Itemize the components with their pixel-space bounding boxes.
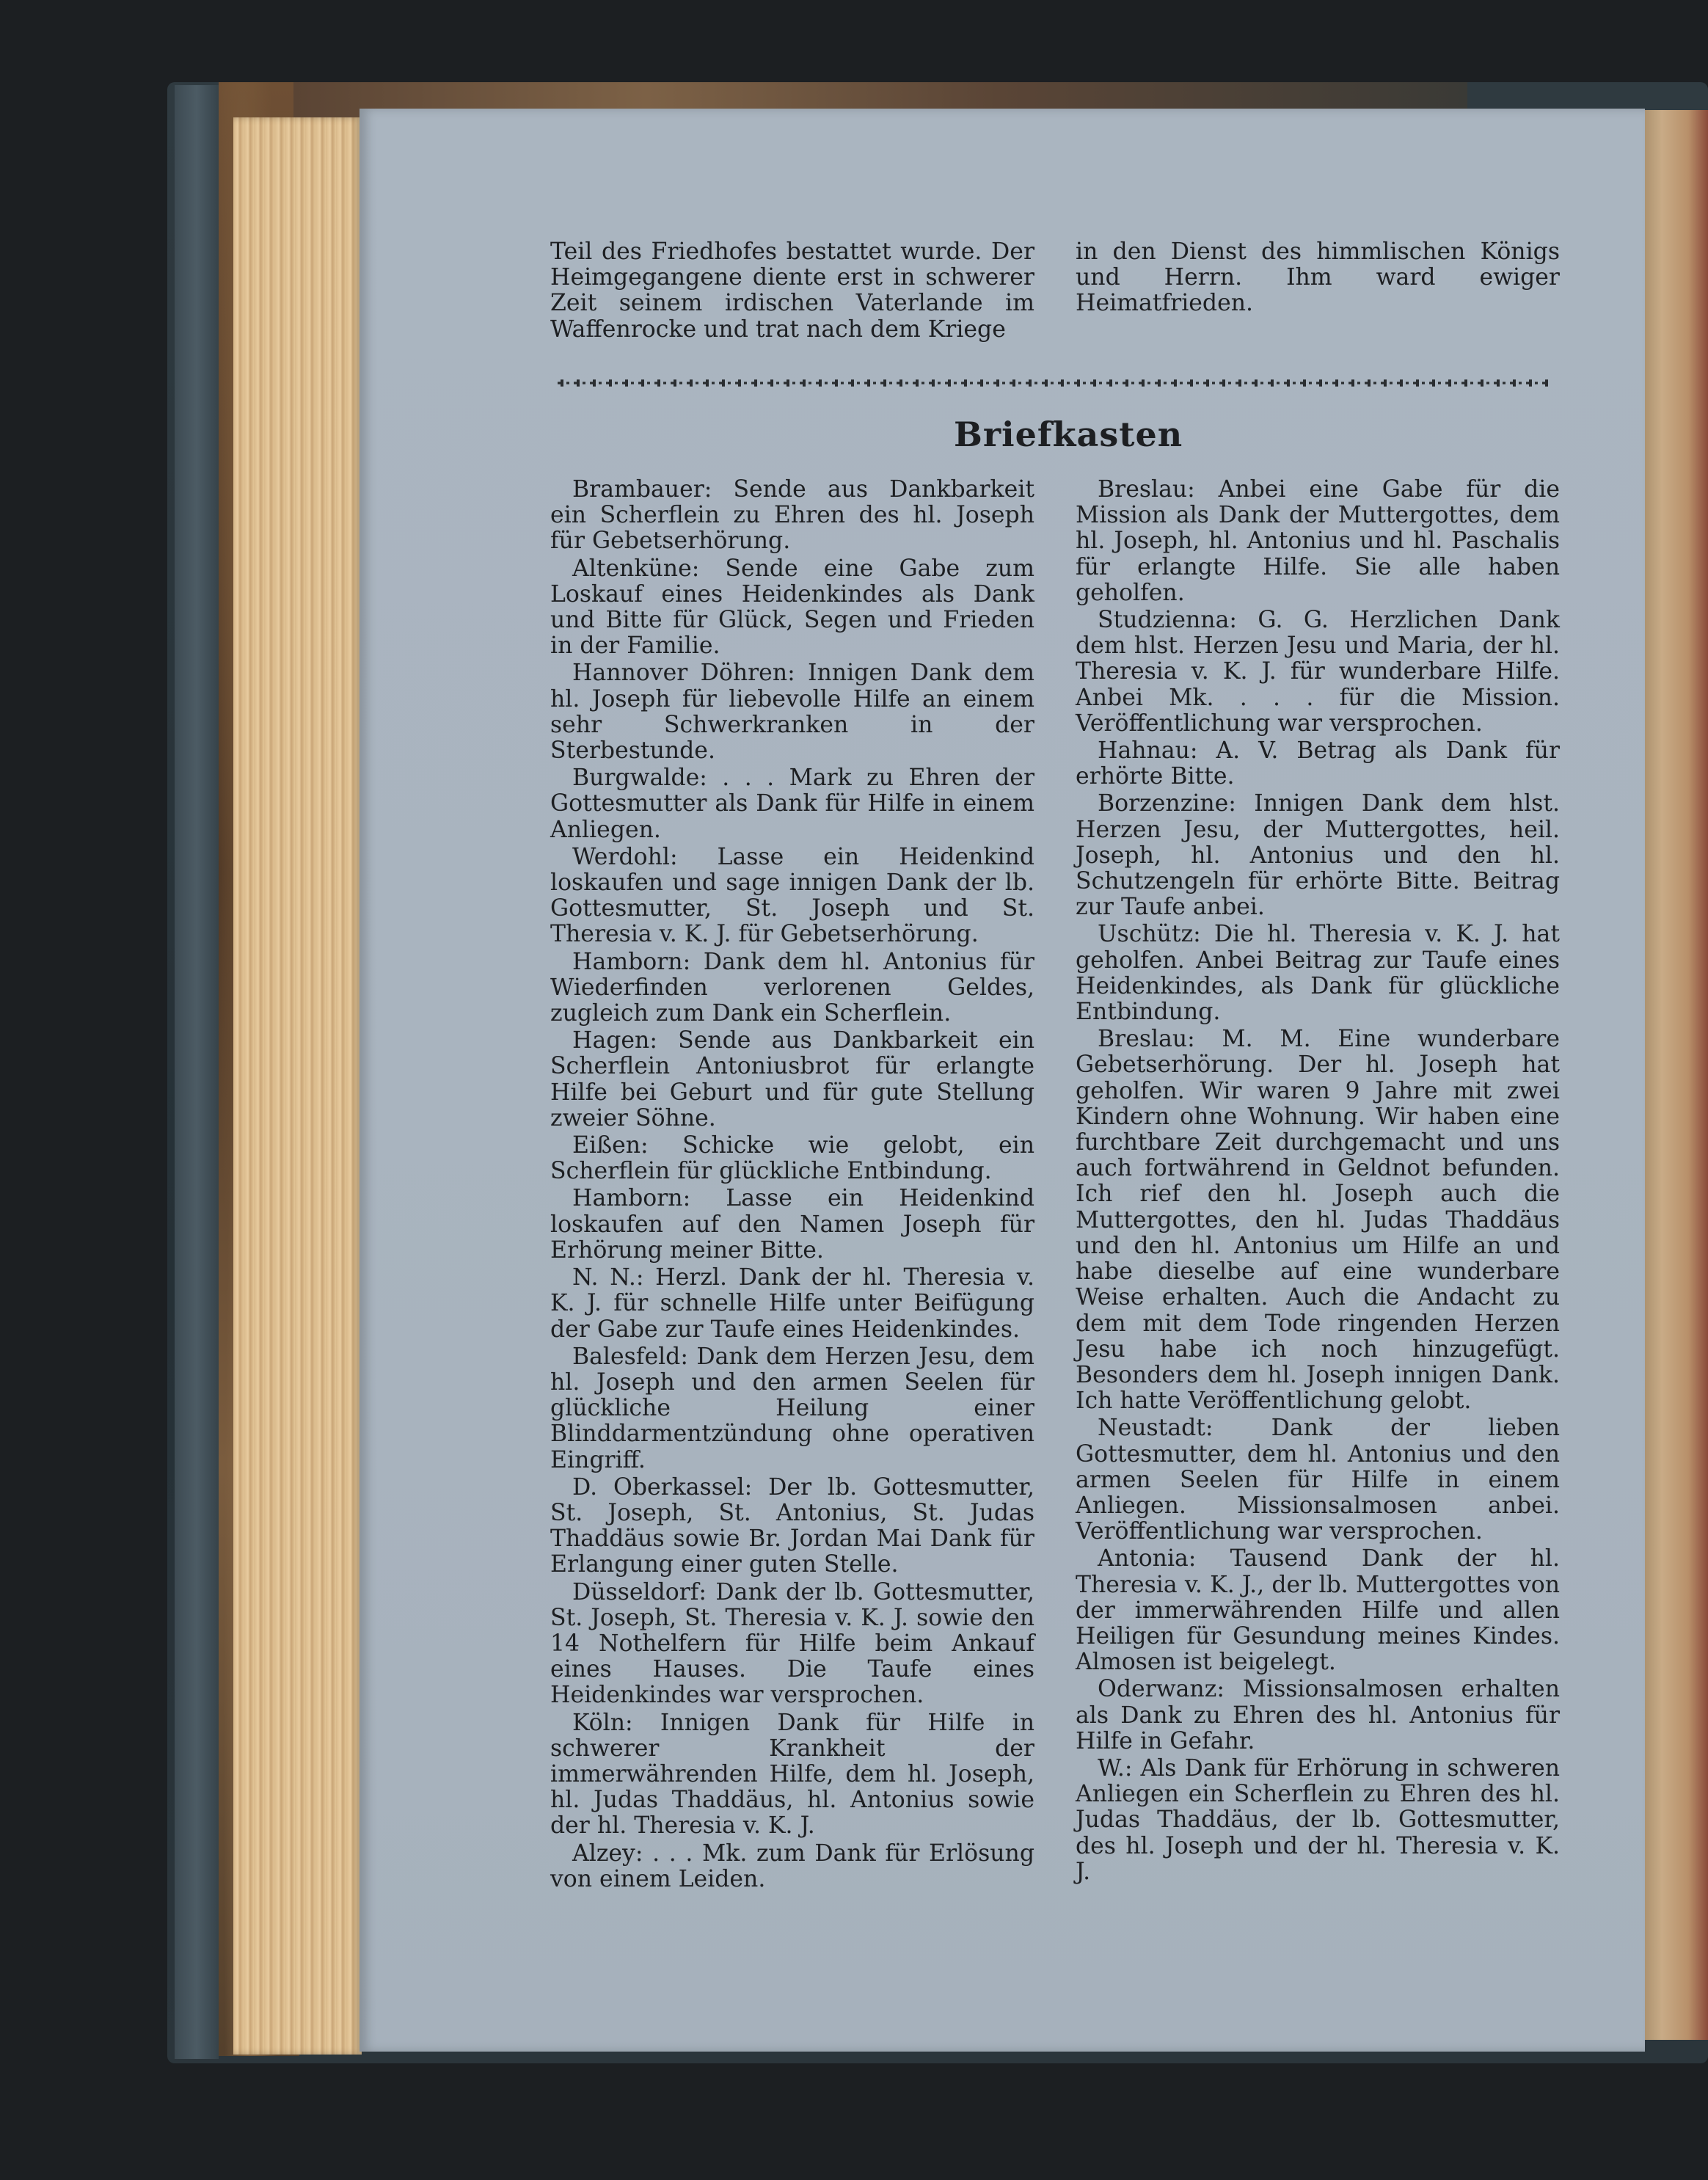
letter-entry: Werdohl: Lasse ein Heidenkind loskaufen und sage innigen Dank der lb. Gottesmutter, St. Joseph und St. Theresia v. K. J. für Gebetserhörung. <box>550 843 1034 948</box>
letter-entry: Hahnau: A. V. Betrag als Dank für erhörte Bitte. <box>1076 737 1560 790</box>
letter-entry: Neustadt: Dank der lieben Gottesmutter, dem hl. Antonius und den armen Seelen für Hilfe in einem Anliegen. Missionsalmosen anbei. Veröffentlichung war versprochen. <box>1076 1415 1560 1545</box>
letter-entry: Hamborn: Lasse ein Heidenkind loskaufen auf den Namen Joseph für Erhörung meiner Bitte. <box>550 1185 1034 1264</box>
letter-entry: Burgwalde: . . . Mark zu Ehren der Gottesmutter als Dank für Hilfe in einem Anliegen. <box>550 765 1034 843</box>
letter-entry: Breslau: M. M. Eine wunderbare Gebetserhörung. Der hl. Joseph hat geholfen. Wir waren 9 Jahre mit zwei Kindern ohne Wohnung. Wir haben eine furchtbare Zeit durchgemacht und uns auch fortwährend in Geldnot befunden. Ich rief den hl. Joseph auch die Muttergottes, den hl. Judas Thaddäus und den hl. Antonius um Hilfe an und habe dieselbe auf eine wunderbare Weise erhalten. Auch die Andacht zu dem mit dem Tode ringenden Herzen Jesu habe ich noch hinzugefügt. Besonders dem hl. Joseph innigen Dank. Ich hatte Veröffentlichung gelobt. <box>1076 1026 1560 1415</box>
right-column <box>1076 477 1560 1886</box>
top-left-paragraph: Teil des Friedhofes bestattet wurde. Der Heimgegangene diente erst in schwerer Zeit seinem irdischen Vaterlande im Waffenrocke und trat nach dem Kriege <box>550 238 1034 343</box>
letter-entry: Uschütz: Die hl. Theresia v. K. J. hat geholfen. Anbei Beitrag zur Taufe eines Heidenkindes, als Dank für glückliche Entbindung. <box>1076 921 1560 1026</box>
letter-entry: D. Oberkassel: Der lb. Gottesmutter, St. Joseph, St. Antonius, St. Judas Thaddäus sowie Br. Jordan Mai Dank für Erlangung einer guten Stelle. <box>550 1473 1034 1578</box>
letter-entry: Studzienna: G. G. Herzlichen Dank dem hlst. Herzen Jesu und Maria, der hl. Theresia v. K. J. für wunderbare Hilfe. Anbei Mk. . . . für die Mission. Veröffentlichung war versprochen. <box>1076 607 1560 737</box>
letter-entry: Düsseldorf: Dank der lb. Gottesmutter, St. Joseph, St. Theresia v. K. J. sowie den 14 Nothelfern für Hilfe beim Ankauf eines Hauses. Die Taufe eines Heidenkindes war versprochen. <box>550 1578 1034 1709</box>
right-page-edge <box>1642 110 1708 2040</box>
letter-entry: Balesfeld: Dank dem Herzen Jesu, dem hl. Joseph und den armen Seelen für glückliche Heilung einer Blinddarmentzündung ohne operativen Eingriff. <box>550 1343 1034 1473</box>
letter-entry: Alzey: . . . Mk. zum Dank für Erlösung von einem Leiden. <box>550 1840 1034 1892</box>
letter-entry: N. N.: Herzl. Dank der hl. Theresia v. K. J. für schnelle Hilfe unter Beifügung der Gabe zur Taufe eines Heidenkindes. <box>550 1264 1034 1343</box>
letter-entry: Hamborn: Dank dem hl. Antonius für Wiederfinden verlorenen Geldes, zugleich zum Dank ein Scherflein. <box>550 948 1034 1027</box>
letter-entry: Hannover Döhren: Innigen Dank dem hl. Joseph für liebevolle Hilfe an einem sehr Schwerkranken in der Sterbestunde. <box>550 660 1034 765</box>
left-column <box>550 477 1034 1894</box>
section-title: Briefkasten <box>954 415 1183 454</box>
top-right-paragraph: in den Dienst des himmlischen Königs und Herrn. Ihm ward ewiger Heimatfrieden. <box>1076 238 1560 317</box>
letter-entry: Antonia: Tausend Dank der hl. Theresia v. K. J., der lb. Muttergottes von der immerwährenden Hilfe und allen Heiligen für Gesundung meines Kindes. Almosen ist beigelegt. <box>1076 1545 1560 1676</box>
letter-entry: Köln: Innigen Dank für Hilfe in schwerer Krankheit der immerwährenden Hilfe, dem hl. Joseph, hl. Judas Thaddäus, hl. Antonius sowie der hl. Theresia v. K. J. <box>550 1709 1034 1840</box>
letter-entry: Hagen: Sende aus Dankbarkeit ein Scherflein Antoniusbrot für erlangte Hilfe bei Geburt und für gute Stellung zweier Söhne. <box>550 1027 1034 1131</box>
letter-entry: Brambauer: Sende aus Dankbarkeit ein Scherflein zu Ehren des hl. Joseph für Gebetserhörung. <box>550 476 1034 555</box>
letter-entry: W.: Als Dank für Erhörung in schweren Anliegen ein Scherflein zu Ehren des hl. Judas Thaddäus, der lb. Gottesmutter, des hl. Joseph und der hl. Theresia v. K. J. <box>1076 1754 1560 1885</box>
letter-entry: Borzenzine: Innigen Dank dem hlst. Herzen Jesu, der Muttergottes, heil. Joseph, hl. Antonius und den hl. Schutzengeln für erhörte Bitte. Beitrag zur Taufe anbei. <box>1076 790 1560 921</box>
letter-entry: Altenküne: Sende eine Gabe zum Loskauf eines Heidenkindes als Dank und Bitte für Glück, Segen und Frieden in der Familie. <box>550 555 1034 660</box>
letter-entry: Oderwanz: Missionsalmosen erhalten als Dank zu Ehren des hl. Antonius für Hilfe in Gefahr. <box>1076 1676 1560 1754</box>
page-edges <box>233 117 362 2055</box>
book-spine <box>175 85 219 2059</box>
letter-entry: Eißen: Schicke wie gelobt, ein Scherflein für glückliche Entbindung. <box>550 1132 1034 1185</box>
letter-entry: Breslau: Anbei eine Gabe für die Mission als Dank der Muttergottes, dem hl. Joseph, hl. Antonius und hl. Paschalis für erlangte Hilfe. Sie alle haben geholfen. <box>1076 476 1560 606</box>
